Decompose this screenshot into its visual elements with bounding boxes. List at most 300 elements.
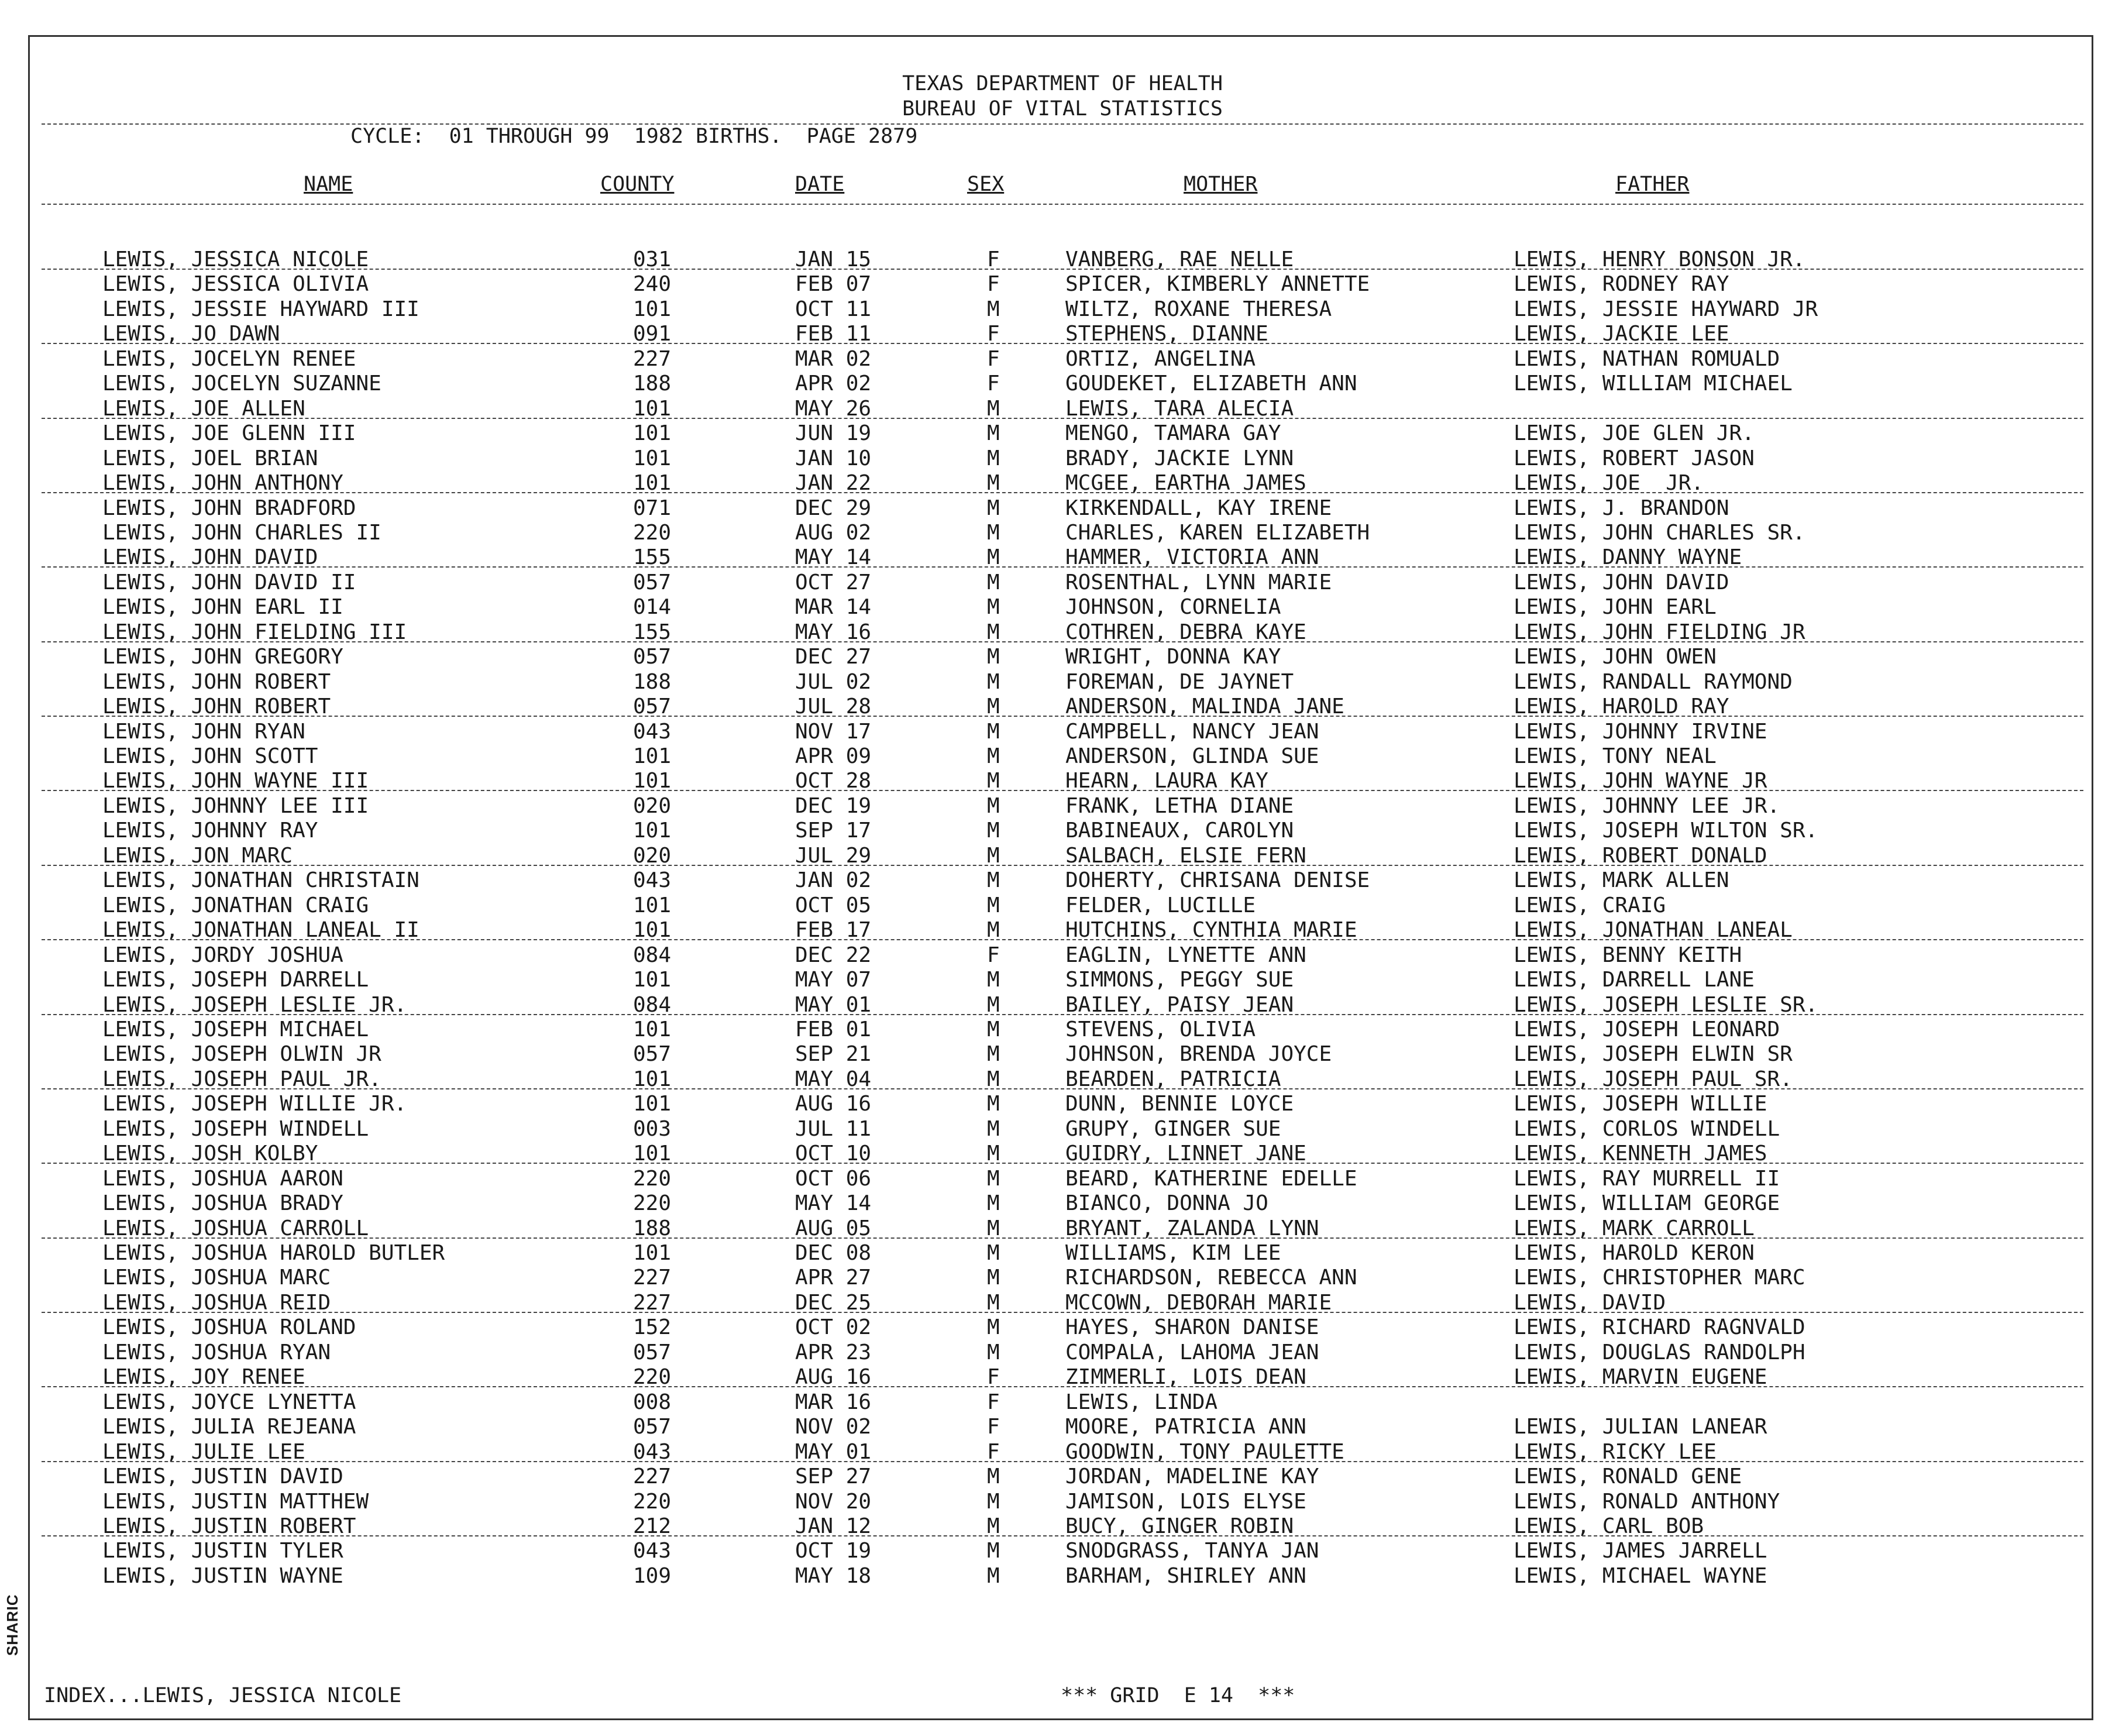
cell-sex: M [987, 1142, 1000, 1166]
cell-date: MAY 14 [795, 1191, 872, 1215]
cell-county: 101 [633, 769, 672, 793]
cell-father: LEWIS, DARRELL LANE [1514, 968, 1755, 992]
cell-county: 043 [633, 1440, 672, 1464]
cell-mother: KIRKENDALL, KAY IRENE [1065, 496, 1332, 520]
cell-mother: CAMPBELL, NANCY JEAN [1065, 720, 1319, 744]
cell-sex: M [987, 545, 1000, 569]
cell-mother: DOHERTY, CHRISANA DENISE [1065, 868, 1370, 892]
cell-name: LEWIS, JOSEPH MICHAEL [102, 1017, 369, 1041]
cell-sex: M [987, 1490, 1000, 1514]
cell-county: 071 [633, 496, 672, 520]
side-label: SHARIC [4, 1594, 21, 1656]
cell-mother: CHARLES, KAREN ELIZABETH [1065, 521, 1370, 545]
cell-mother: SIMMONS, PEGGY SUE [1065, 968, 1294, 992]
cell-father: LEWIS, J. BRANDON [1514, 496, 1729, 520]
cell-mother: ANDERSON, MALINDA JANE [1065, 695, 1344, 719]
table-row [30, 968, 2095, 992]
cell-sex: M [987, 1465, 1000, 1489]
cell-father: LEWIS, JOSEPH WILLIE [1514, 1092, 1767, 1116]
table-row [30, 496, 2095, 521]
cell-mother: FELDER, LUCILLE [1065, 893, 1256, 917]
cell-county: 101 [633, 297, 672, 321]
col-header-name: NAME [304, 173, 353, 196]
header-bureau: BUREAU OF VITAL STATISTICS [902, 97, 1223, 121]
cell-name: LEWIS, JOHN ROBERT [102, 695, 331, 719]
cell-name: LEWIS, JOSHUA CARROLL [102, 1216, 369, 1240]
cell-mother: RICHARDSON, REBECCA ANN [1065, 1266, 1357, 1290]
row-group-divider [42, 269, 2083, 270]
cell-county: 109 [633, 1564, 672, 1588]
cell-county: 008 [633, 1390, 672, 1414]
row-group-divider [42, 939, 2083, 940]
cell-father: LEWIS, TONY NEAL [1514, 744, 1717, 768]
cell-mother: JORDAN, MADELINE KAY [1065, 1465, 1319, 1489]
cell-sex: M [987, 570, 1000, 594]
table-row [30, 272, 2095, 297]
cell-date: JAN 02 [795, 868, 872, 892]
cell-father: LEWIS, KENNETH JAMES [1514, 1142, 1767, 1166]
cell-father: LEWIS, JESSIE HAYWARD JR [1514, 297, 1818, 321]
col-header-mother: MOTHER [1184, 173, 1258, 196]
cell-father: LEWIS, BENNY KEITH [1514, 943, 1742, 967]
cell-father: LEWIS, JOHN EARL [1514, 595, 1717, 619]
table-row [30, 446, 2095, 471]
cell-county: 101 [633, 397, 672, 421]
table-row [30, 868, 2095, 893]
cell-date: NOV 02 [795, 1415, 872, 1439]
table-row [30, 1017, 2095, 1042]
cell-date: AUG 16 [795, 1365, 872, 1389]
cell-mother: BRYANT, ZALANDA LYNN [1065, 1216, 1319, 1240]
cell-date: MAY 16 [795, 620, 872, 644]
table-row [30, 1415, 2095, 1439]
cell-date: MAR 16 [795, 1390, 872, 1414]
cell-name: LEWIS, JOSHUA AARON [102, 1167, 343, 1191]
cell-name: LEWIS, JESSIE HAYWARD III [102, 297, 419, 321]
cell-mother: BEARDEN, PATRICIA [1065, 1067, 1281, 1091]
cell-county: 212 [633, 1514, 672, 1538]
cell-sex: F [987, 272, 1000, 296]
cell-name: LEWIS, JON MARC [102, 844, 293, 868]
col-header-sex: SEX [967, 173, 1005, 196]
cell-date: JAN 10 [795, 446, 872, 470]
cell-sex: M [987, 297, 1000, 321]
cell-sex: M [987, 769, 1000, 793]
table-row [30, 1117, 2095, 1142]
cell-county: 101 [633, 918, 672, 942]
cell-sex: M [987, 496, 1000, 520]
cell-sex: M [987, 1191, 1000, 1215]
table-row [30, 893, 2095, 918]
cell-county: 043 [633, 1539, 672, 1563]
cell-date: APR 27 [795, 1266, 872, 1290]
row-group-divider [42, 1461, 2083, 1462]
cell-father: LEWIS, CHRISTOPHER MARC [1514, 1266, 1805, 1290]
cell-father: LEWIS, JOHN FIELDING JR [1514, 620, 1805, 644]
cell-name: LEWIS, JOHN EARL II [102, 595, 343, 619]
cell-sex: M [987, 1291, 1000, 1315]
row-group-divider [42, 1535, 2083, 1536]
cell-name: LEWIS, JOSHUA ROLAND [102, 1315, 356, 1339]
cell-father: LEWIS, MICHAEL WAYNE [1514, 1564, 1767, 1588]
cell-sex: M [987, 670, 1000, 694]
cell-mother: GOUDEKET, ELIZABETH ANN [1065, 372, 1357, 396]
row-group-divider [42, 1386, 2083, 1387]
cell-county: 101 [633, 421, 672, 445]
table-row [30, 1191, 2095, 1216]
cell-mother: STEPHENS, DIANNE [1065, 322, 1268, 346]
cell-father: LEWIS, NATHAN ROMUALD [1514, 347, 1780, 371]
row-group-divider [42, 1237, 2083, 1239]
cell-date: SEP 17 [795, 819, 872, 843]
col-header-father: FATHER [1615, 173, 1690, 196]
cell-mother: LEWIS, LINDA [1065, 1390, 1218, 1414]
cell-mother: SALBACH, ELSIE FERN [1065, 844, 1306, 868]
cell-mother: DUNN, BENNIE LOYCE [1065, 1092, 1294, 1116]
cell-county: 220 [633, 1167, 672, 1191]
cell-county: 101 [633, 1017, 672, 1041]
cell-name: LEWIS, JOEL BRIAN [102, 446, 318, 470]
cell-mother: BIANCO, DONNA JO [1065, 1191, 1268, 1215]
cell-father: LEWIS, JULIAN LANEAR [1514, 1415, 1767, 1439]
cell-name: LEWIS, JUSTIN TYLER [102, 1539, 343, 1563]
cell-mother: BAILEY, PAISY JEAN [1065, 993, 1294, 1017]
cell-name: LEWIS, JORDY JOSHUA [102, 943, 343, 967]
col-header-date: DATE [795, 173, 845, 196]
cell-mother: EAGLIN, LYNETTE ANN [1065, 943, 1306, 967]
cell-sex: M [987, 695, 1000, 719]
table-row [30, 1539, 2095, 1563]
cell-sex: M [987, 993, 1000, 1017]
cell-county: 240 [633, 272, 672, 296]
cell-date: DEC 29 [795, 496, 872, 520]
cell-father: LEWIS, JOHN CHARLES SR. [1514, 521, 1805, 545]
cell-sex: M [987, 1092, 1000, 1116]
cell-mother: STEVENS, OLIVIA [1065, 1017, 1256, 1041]
cell-date: OCT 11 [795, 297, 872, 321]
cell-name: LEWIS, JOSEPH WILLIE JR. [102, 1092, 407, 1116]
cell-sex: M [987, 446, 1000, 470]
cell-father: LEWIS, JOHN WAYNE JR [1514, 769, 1767, 793]
row-group-divider [42, 418, 2083, 419]
cell-county: 101 [633, 1092, 672, 1116]
cell-sex: M [987, 744, 1000, 768]
table-row [30, 819, 2095, 843]
cell-sex: M [987, 819, 1000, 843]
cell-father: LEWIS, RONALD ANTHONY [1514, 1490, 1780, 1514]
table-row [30, 943, 2095, 968]
cell-sex: M [987, 1315, 1000, 1339]
cell-county: 101 [633, 446, 672, 470]
cell-father: LEWIS, ROBERT JASON [1514, 446, 1755, 470]
cell-father: LEWIS, CORLOS WINDELL [1514, 1117, 1780, 1141]
cell-date: OCT 10 [795, 1142, 872, 1166]
cell-name: LEWIS, JULIE LEE [102, 1440, 305, 1464]
table-row [30, 794, 2095, 819]
cell-date: MAY 26 [795, 397, 872, 421]
cell-father: LEWIS, JOSEPH LESLIE SR. [1514, 993, 1818, 1017]
row-group-divider [42, 492, 2083, 493]
cell-sex: F [987, 247, 1000, 271]
cell-name: LEWIS, JOSH KOLBY [102, 1142, 318, 1166]
table-row [30, 1266, 2095, 1290]
cell-mother: HUTCHINS, CYNTHIA MARIE [1065, 918, 1357, 942]
cell-sex: F [987, 1415, 1000, 1439]
cell-county: 031 [633, 247, 672, 271]
cell-name: LEWIS, JOHN WAYNE III [102, 769, 369, 793]
cell-mother: BEARD, KATHERINE EDELLE [1065, 1167, 1357, 1191]
cycle-line: CYCLE: 01 THROUGH 99 1982 BIRTHS. PAGE 2879 [350, 125, 918, 148]
cell-county: 057 [633, 570, 672, 594]
cell-county: 227 [633, 1465, 672, 1489]
cell-name: LEWIS, JOHN ANTHONY [102, 471, 343, 495]
cell-sex: M [987, 968, 1000, 992]
cell-mother: BUCY, GINGER ROBIN [1065, 1514, 1294, 1538]
table-row [30, 1315, 2095, 1340]
cell-name: LEWIS, JUSTIN ROBERT [102, 1514, 356, 1538]
cell-date: MAR 02 [795, 347, 872, 371]
cell-sex: M [987, 471, 1000, 495]
cell-date: APR 09 [795, 744, 872, 768]
cell-father: LEWIS, CRAIG [1514, 893, 1666, 917]
cell-name: LEWIS, JULIA REJEANA [102, 1415, 356, 1439]
table-row [30, 1340, 2095, 1365]
cell-name: LEWIS, JONATHAN LANEAL II [102, 918, 419, 942]
row-group-divider [42, 865, 2083, 866]
cell-sex: M [987, 918, 1000, 942]
table-row [30, 570, 2095, 595]
cell-county: 101 [633, 471, 672, 495]
cell-sex: M [987, 1340, 1000, 1364]
cell-county: 003 [633, 1117, 672, 1141]
cell-date: MAY 07 [795, 968, 872, 992]
cell-mother: HAMMER, VICTORIA ANN [1065, 545, 1319, 569]
cell-father: LEWIS, JOHNNY LEE JR. [1514, 794, 1780, 818]
cell-date: OCT 27 [795, 570, 872, 594]
cell-mother: ORTIZ, ANGELINA [1065, 347, 1256, 371]
row-group-divider [42, 1088, 2083, 1089]
cell-county: 188 [633, 1216, 672, 1240]
cell-county: 014 [633, 595, 672, 619]
cell-father: LEWIS, CARL BOB [1514, 1514, 1704, 1538]
cell-mother: MCGEE, EARTHA JAMES [1065, 471, 1306, 495]
cell-sex: F [987, 322, 1000, 346]
cell-father: LEWIS, MARVIN EUGENE [1514, 1365, 1767, 1389]
cell-sex: M [987, 1266, 1000, 1290]
cell-county: 227 [633, 347, 672, 371]
cell-sex: M [987, 620, 1000, 644]
cell-sex: M [987, 595, 1000, 619]
cell-father: LEWIS, RONALD GENE [1514, 1465, 1742, 1489]
table-row [30, 1490, 2095, 1514]
cell-name: LEWIS, JOHN DAVID II [102, 570, 356, 594]
cell-date: NOV 20 [795, 1490, 872, 1514]
cell-mother: WILTZ, ROXANE THERESA [1065, 297, 1332, 321]
cell-name: LEWIS, JUSTIN WAYNE [102, 1564, 343, 1588]
cell-mother: COTHREN, DEBRA KAYE [1065, 620, 1306, 644]
cell-father: LEWIS, JOHN OWEN [1514, 645, 1717, 669]
cell-mother: SNODGRASS, TANYA JAN [1065, 1539, 1319, 1563]
cell-sex: M [987, 1067, 1000, 1091]
table-row [30, 670, 2095, 695]
cell-date: OCT 05 [795, 893, 872, 917]
cell-father: LEWIS, RAY MURRELL II [1514, 1167, 1780, 1191]
header-divider [42, 123, 2083, 125]
cell-name: LEWIS, JESSICA NICOLE [102, 247, 369, 271]
table-row [30, 1390, 2095, 1415]
cell-date: MAY 18 [795, 1564, 872, 1588]
table-row [30, 1465, 2095, 1489]
cell-mother: GOODWIN, TONY PAULETTE [1065, 1440, 1344, 1464]
table-row [30, 521, 2095, 545]
cell-date: APR 23 [795, 1340, 872, 1364]
cell-date: JAN 15 [795, 247, 872, 271]
cell-sex: M [987, 1241, 1000, 1265]
table-row [30, 1241, 2095, 1266]
cell-sex: M [987, 1539, 1000, 1563]
cell-date: AUG 05 [795, 1216, 872, 1240]
cell-mother: GUIDRY, LINNET JANE [1065, 1142, 1306, 1166]
cell-mother: ANDERSON, GLINDA SUE [1065, 744, 1319, 768]
cell-father: LEWIS, JOE GLEN JR. [1514, 421, 1755, 445]
cell-county: 220 [633, 521, 672, 545]
cell-date: MAR 14 [795, 595, 872, 619]
cell-father: LEWIS, JOE JR. [1514, 471, 1704, 495]
cell-date: JUL 28 [795, 695, 872, 719]
cell-county: 101 [633, 893, 672, 917]
cell-father: LEWIS, MARK CARROLL [1514, 1216, 1755, 1240]
cell-date: APR 02 [795, 372, 872, 396]
cell-sex: M [987, 720, 1000, 744]
header-agency: TEXAS DEPARTMENT OF HEALTH [902, 72, 1223, 95]
cell-county: 101 [633, 1142, 672, 1166]
cell-name: LEWIS, JOSHUA REID [102, 1291, 331, 1315]
cell-mother: GRUPY, GINGER SUE [1065, 1117, 1281, 1141]
cell-mother: FRANK, LETHA DIANE [1065, 794, 1294, 818]
cell-date: MAY 01 [795, 993, 872, 1017]
cell-date: DEC 19 [795, 794, 872, 818]
cell-mother: BABINEAUX, CAROLYN [1065, 819, 1294, 843]
table-row [30, 1092, 2095, 1116]
cell-sex: F [987, 1390, 1000, 1414]
table-row [30, 1167, 2095, 1191]
row-group-divider [42, 566, 2083, 568]
cell-name: LEWIS, JUSTIN DAVID [102, 1465, 343, 1489]
cell-date: OCT 19 [795, 1539, 872, 1563]
cell-county: 155 [633, 620, 672, 644]
cell-name: LEWIS, JOSHUA MARC [102, 1266, 331, 1290]
cell-name: LEWIS, JOSEPH PAUL JR. [102, 1067, 381, 1091]
cell-father: LEWIS, WILLIAM GEORGE [1514, 1191, 1780, 1215]
cell-county: 188 [633, 372, 672, 396]
cell-name: LEWIS, JOSEPH OLWIN JR [102, 1042, 381, 1066]
cell-mother: ZIMMERLI, LOIS DEAN [1065, 1365, 1306, 1389]
cell-father: LEWIS, JOHN DAVID [1514, 570, 1729, 594]
cell-name: LEWIS, JOHN BRADFORD [102, 496, 356, 520]
cell-name: LEWIS, JOSEPH LESLIE JR. [102, 993, 407, 1017]
cell-father: LEWIS, JAMES JARRELL [1514, 1539, 1767, 1563]
cell-father: LEWIS, ROBERT DONALD [1514, 844, 1767, 868]
cell-county: 101 [633, 744, 672, 768]
table-row [30, 1564, 2095, 1589]
cell-county: 043 [633, 720, 672, 744]
cell-sex: M [987, 893, 1000, 917]
cell-sex: M [987, 421, 1000, 445]
cell-date: SEP 21 [795, 1042, 872, 1066]
cell-mother: HAYES, SHARON DANISE [1065, 1315, 1319, 1339]
cell-name: LEWIS, JOSHUA HAROLD BUTLER [102, 1241, 445, 1265]
cell-county: 043 [633, 868, 672, 892]
cell-sex: F [987, 1440, 1000, 1464]
table-row [30, 1042, 2095, 1067]
cell-date: JAN 12 [795, 1514, 872, 1538]
cell-date: JUL 02 [795, 670, 872, 694]
cell-date: AUG 02 [795, 521, 872, 545]
cell-mother: MOORE, PATRICIA ANN [1065, 1415, 1306, 1439]
cell-mother: JAMISON, LOIS ELYSE [1065, 1490, 1306, 1514]
cell-mother: HEARN, LAURA KAY [1065, 769, 1268, 793]
cell-date: OCT 02 [795, 1315, 872, 1339]
cell-father: LEWIS, JOSEPH LEONARD [1514, 1017, 1780, 1041]
cell-sex: M [987, 1042, 1000, 1066]
cell-name: LEWIS, JESSICA OLIVIA [102, 272, 369, 296]
cell-county: 101 [633, 1067, 672, 1091]
cell-date: JUL 11 [795, 1117, 872, 1141]
cell-name: LEWIS, JOYCE LYNETTA [102, 1390, 356, 1414]
cell-mother: BARHAM, SHIRLEY ANN [1065, 1564, 1306, 1588]
cell-mother: BRADY, JACKIE LYNN [1065, 446, 1294, 470]
cell-county: 101 [633, 1241, 672, 1265]
cell-name: LEWIS, JOHN GREGORY [102, 645, 343, 669]
cell-name: LEWIS, JOHN SCOTT [102, 744, 318, 768]
cell-county: 057 [633, 1340, 672, 1364]
column-header-divider [42, 204, 2083, 205]
cell-county: 220 [633, 1365, 672, 1389]
cell-mother: FOREMAN, DE JAYNET [1065, 670, 1294, 694]
cell-date: OCT 06 [795, 1167, 872, 1191]
row-group-divider [42, 1014, 2083, 1015]
table-row [30, 720, 2095, 744]
cell-county: 220 [633, 1191, 672, 1215]
cell-mother: LEWIS, TARA ALECIA [1065, 397, 1294, 421]
footer-index: INDEX...LEWIS, JESSICA NICOLE [44, 1684, 402, 1707]
cell-date: DEC 22 [795, 943, 872, 967]
cell-county: 057 [633, 695, 672, 719]
footer-grid: *** GRID E 14 *** [1061, 1684, 1295, 1707]
cell-sex: M [987, 521, 1000, 545]
cell-date: DEC 08 [795, 1241, 872, 1265]
cell-date: SEP 27 [795, 1465, 872, 1489]
cell-father: LEWIS, DOUGLAS RANDOLPH [1514, 1340, 1805, 1364]
cell-date: NOV 17 [795, 720, 872, 744]
row-group-divider [42, 1163, 2083, 1164]
table-row [30, 372, 2095, 396]
cell-mother: JOHNSON, BRENDA JOYCE [1065, 1042, 1332, 1066]
cell-county: 057 [633, 1415, 672, 1439]
cell-mother: MCCOWN, DEBORAH MARIE [1065, 1291, 1332, 1315]
table-row [30, 595, 2095, 620]
cell-father: LEWIS, HAROLD RAY [1514, 695, 1729, 719]
cell-name: LEWIS, JONATHAN CHRISTAIN [102, 868, 419, 892]
cell-name: LEWIS, JOHNNY LEE III [102, 794, 369, 818]
cell-county: 057 [633, 645, 672, 669]
table-row [30, 297, 2095, 322]
cell-county: 084 [633, 993, 672, 1017]
row-group-divider [42, 716, 2083, 717]
cell-name: LEWIS, JOSHUA RYAN [102, 1340, 331, 1364]
cell-mother: JOHNSON, CORNELIA [1065, 595, 1281, 619]
cell-mother: WILLIAMS, KIM LEE [1065, 1241, 1281, 1265]
